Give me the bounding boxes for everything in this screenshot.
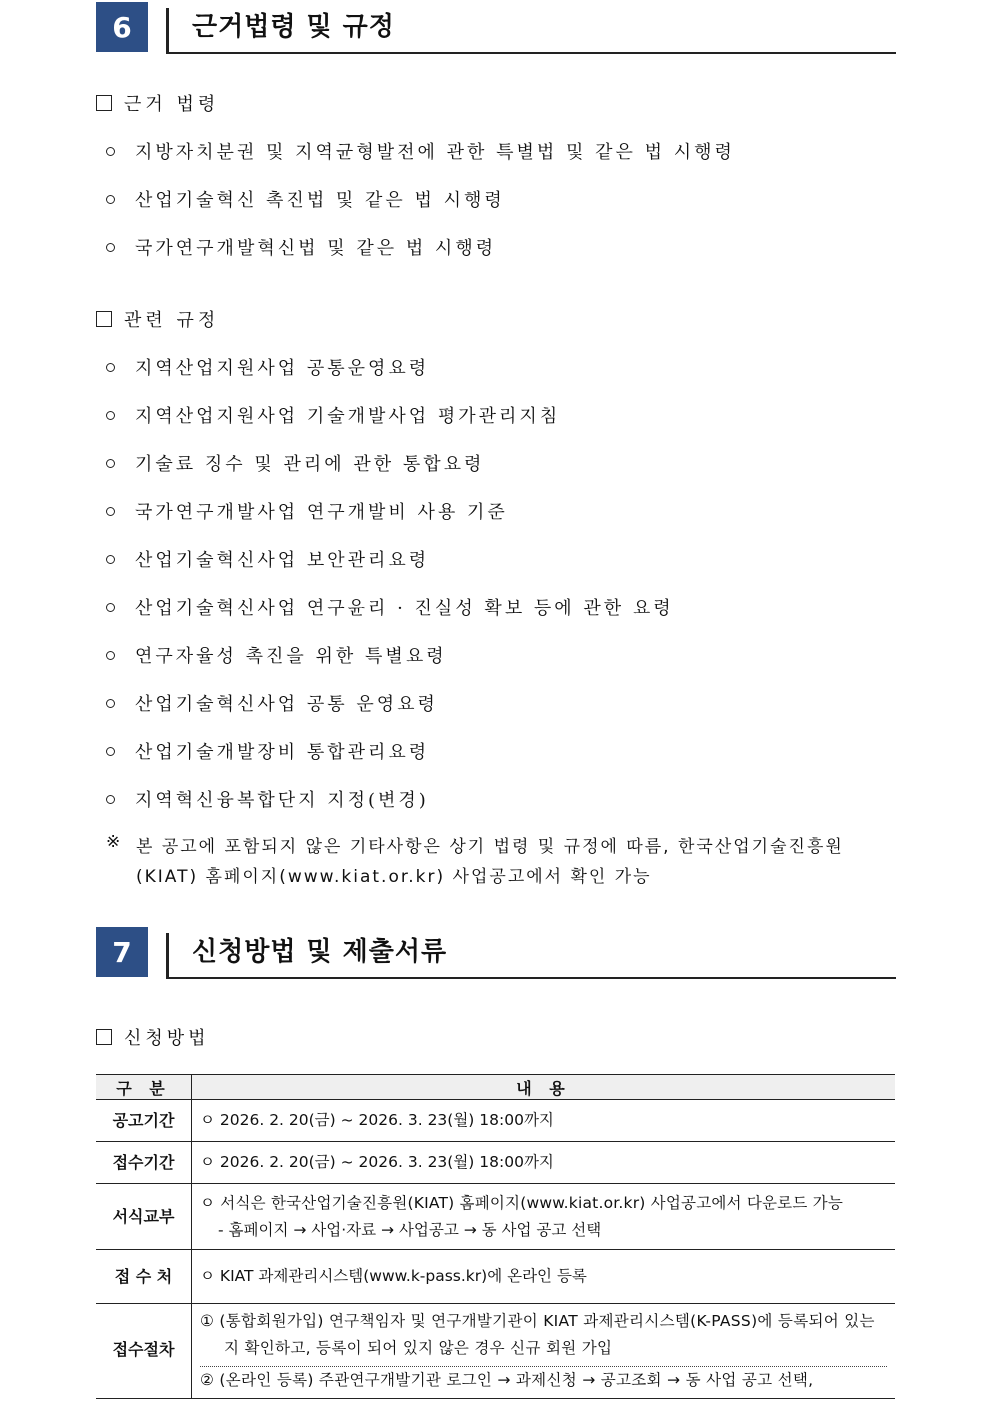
list-item-text: 산업기술혁신사업 공통 운영요령 — [135, 694, 438, 715]
list-item — [106, 354, 429, 380]
circle-bullet-icon — [106, 459, 115, 468]
procedure-step: ② (온라인 등록) 주관연구개발기관 로그인 → 과제신청 → 공고조회 → 동 사업 공고 선택, — [200, 1366, 887, 1394]
list-item-text: 산업기술혁신사업 보안관리요령 — [135, 550, 430, 571]
section-6-header — [96, 2, 896, 54]
circle-bullet-icon — [106, 243, 115, 252]
list-item — [106, 186, 505, 212]
circle-bullet-icon — [106, 699, 115, 708]
row-label: 접 수 처 — [96, 1250, 192, 1304]
square-bullet-icon — [96, 95, 112, 111]
list-item-text: 지역혁신융복합단지 지정(변경) — [135, 790, 429, 811]
section-bar — [166, 933, 169, 977]
header-content: 내 용 — [192, 1075, 896, 1100]
table-header-row — [96, 1075, 895, 1100]
list-item — [106, 402, 560, 428]
table-row — [96, 1142, 895, 1184]
list-item — [106, 690, 438, 716]
list-item-text: 산업기술개발장비 통합관리요령 — [135, 742, 430, 763]
list-item — [106, 786, 429, 812]
content-subline: - 홈페이지 → 사업·자료 → 사업공고 → 동 사업 공고 선택 — [218, 1220, 602, 1239]
list-item-text: 지방자치분권 및 지역균형발전에 관한 특별법 및 같은 법 시행령 — [135, 142, 735, 163]
list-item — [106, 546, 429, 572]
circle-bullet-icon — [106, 795, 115, 804]
circle-bullet-icon — [106, 603, 115, 612]
content-line: ㅇ 서식은 한국산업기술진흥원(KIAT) 홈페이지(www.kiat.or.kr) 사업공고에서 다운로드 가능 — [200, 1193, 844, 1212]
circle-bullet-icon — [106, 147, 115, 156]
list-item — [106, 450, 484, 476]
note-line-2: (KIAT) 홈페이지(www.kiat.or.kr) 사업공고에서 확인 가능 — [136, 867, 652, 887]
table-row — [96, 1304, 895, 1399]
table-row — [96, 1250, 895, 1304]
row-content: ㅇ 2026. 2. 20(금) ~ 2026. 3. 23(월) 18:00까지 — [192, 1100, 896, 1142]
regulations-heading — [96, 306, 219, 332]
procedure-step: ① (통합회원가입) 연구책임자 및 연구개발기관이 KIAT 과제관리시스템(K-PASS)에 등록되어 있는지 확인하고, 등록이 되어 있지 않은 경우 신규 회원 가입 — [200, 1312, 875, 1357]
header-category: 구 분 — [96, 1075, 192, 1100]
list-item — [106, 738, 429, 764]
section-number: 7 — [96, 927, 148, 977]
square-bullet-icon — [96, 1029, 112, 1045]
list-item-text: 산업기술혁신사업 연구윤리 · 진실성 확보 등에 관한 요령 — [135, 598, 674, 619]
list-item-text: 산업기술혁신 촉진법 및 같은 법 시행령 — [135, 190, 505, 211]
row-content: ㅇ 2026. 2. 20(금) ~ 2026. 3. 23(월) 18:00까지 — [192, 1142, 896, 1184]
circle-bullet-icon — [106, 507, 115, 516]
section-bar — [166, 8, 169, 52]
row-label: 접수절차 — [96, 1304, 192, 1399]
application-table — [96, 1074, 895, 1399]
method-heading — [96, 1024, 210, 1050]
list-item — [106, 498, 508, 524]
list-item — [106, 594, 674, 620]
circle-bullet-icon — [106, 195, 115, 204]
row-label: 공고기간 — [96, 1100, 192, 1142]
circle-bullet-icon — [106, 555, 115, 564]
section-number: 6 — [96, 2, 148, 52]
circle-bullet-icon — [106, 411, 115, 420]
row-label: 서식교부 — [96, 1184, 192, 1250]
list-item-text: 국가연구개발혁신법 및 같은 법 시행령 — [135, 238, 497, 259]
section-underline — [166, 977, 896, 979]
row-label: 접수기간 — [96, 1142, 192, 1184]
row-content: ㅇ KIAT 과제관리시스템(www.k-pass.kr)에 온라인 등록 — [192, 1250, 896, 1304]
laws-heading — [96, 90, 219, 116]
list-item-text: 지역산업지원사업 기술개발사업 평가관리지침 — [135, 406, 561, 427]
list-item — [106, 138, 735, 164]
note-line-1: 본 공고에 포함되지 않은 기타사항은 상기 법령 및 규정에 따름, 한국산업기술진흥원 — [136, 837, 844, 857]
square-bullet-icon — [96, 311, 112, 327]
section-title: 신청방법 및 제출서류 — [192, 937, 448, 967]
list-item-text: 연구자율성 촉진을 위한 특별요령 — [135, 646, 447, 667]
table-row — [96, 1184, 895, 1250]
section-underline — [166, 52, 896, 54]
list-item-text: 기술료 징수 및 관리에 관한 통합요령 — [135, 454, 485, 475]
section-title: 근거법령 및 규정 — [192, 12, 395, 42]
circle-bullet-icon — [106, 651, 115, 660]
reference-mark: ※ — [106, 832, 123, 852]
list-item-text: 지역산업지원사업 공통운영요령 — [135, 358, 430, 379]
laws-heading-text: 근거 법령 — [124, 94, 220, 115]
row-content — [192, 1184, 896, 1250]
list-item-text: 국가연구개발사업 연구개발비 사용 기준 — [135, 502, 508, 523]
list-item — [106, 642, 447, 668]
list-item — [106, 234, 496, 260]
circle-bullet-icon — [106, 747, 115, 756]
section-7-header — [96, 927, 896, 979]
row-content — [192, 1304, 896, 1399]
circle-bullet-icon — [106, 363, 115, 372]
table-row — [96, 1100, 895, 1142]
method-heading-text: 신청방법 — [124, 1028, 210, 1049]
regulations-heading-text: 관련 규정 — [124, 310, 220, 331]
